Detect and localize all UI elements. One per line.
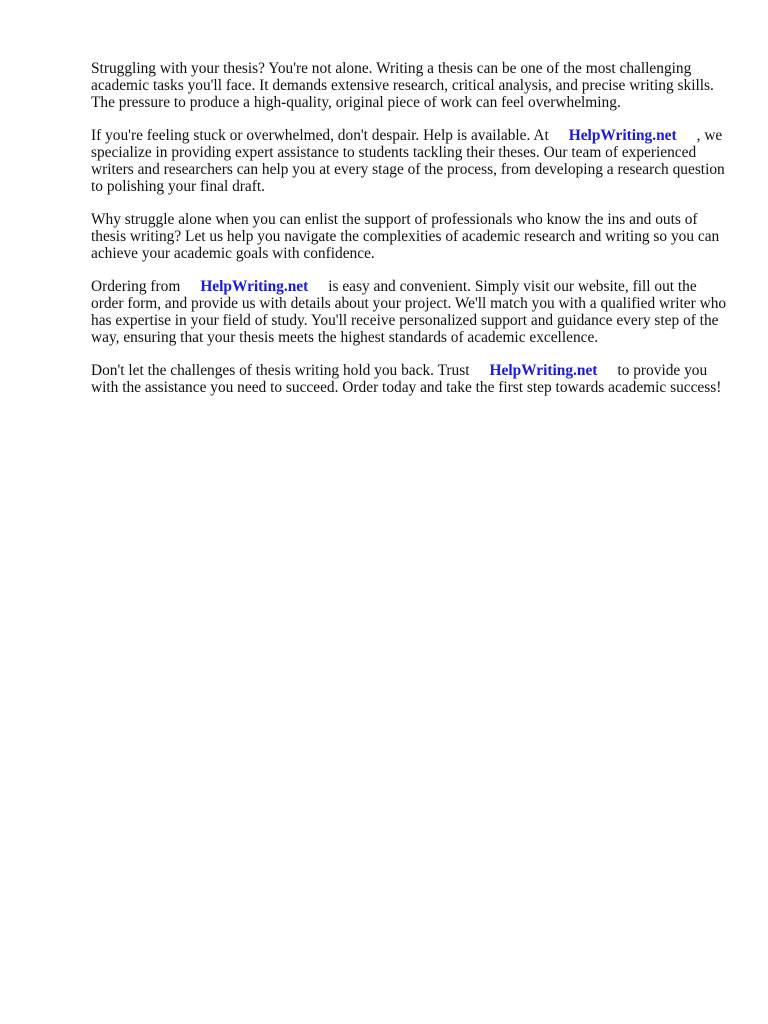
paragraph-why-struggle [91,211,731,262]
paragraph-help-text-after: , we specialize in providing expert assistance to students tackling their theses. Our team of experienced writers and researchers can help you at every stage of the process, from developing a research question to polishing your final draft. [91,127,725,195]
paragraph-ordering [91,278,731,346]
helpwriting-link[interactable]: HelpWriting.net [568,127,677,144]
document-page [91,60,731,412]
helpwriting-link[interactable]: HelpWriting.net [489,362,598,379]
helpwriting-link[interactable]: HelpWriting.net [200,278,309,295]
paragraph-intro [91,60,731,111]
paragraph-closing [91,362,731,396]
paragraph-why-struggle-text: Why struggle alone when you can enlist the support of professionals who know the ins and outs of thesis writing? Let us help you navigate the complexities of academic research and writing so you can achieve your academic goals with confidence. [91,211,720,262]
paragraph-help-available [91,127,731,195]
paragraph-intro-text: Struggling with your thesis? You're not alone. Writing a thesis can be one of the most challenging academic tasks you'll face. It demands extensive research, critical analysis, and precise writing skills. The pressure to produce a high-quality, original piece of work can feel overwhelming. [91,60,714,111]
paragraph-ordering-text-after: is easy and convenient. Simply visit our website, fill out the order form, and provide us with details about your project. We'll match you with a qualified writer who has expertise in your field of study. You'll receive personalized support and guidance every step of the way, ensuring that your thesis meets the highest standards of academic excellence. [91,278,727,346]
paragraph-ordering-text-before: Ordering from [91,278,181,295]
paragraph-help-text-before: If you're feeling stuck or overwhelmed, don't despair. Help is available. At [91,127,549,144]
paragraph-closing-text-before: Don't let the challenges of thesis writing hold you back. Trust [91,362,470,379]
paragraph-closing-text-after: to provide you with the assistance you need to succeed. Order today and take the first step towards academic success! [91,362,722,396]
